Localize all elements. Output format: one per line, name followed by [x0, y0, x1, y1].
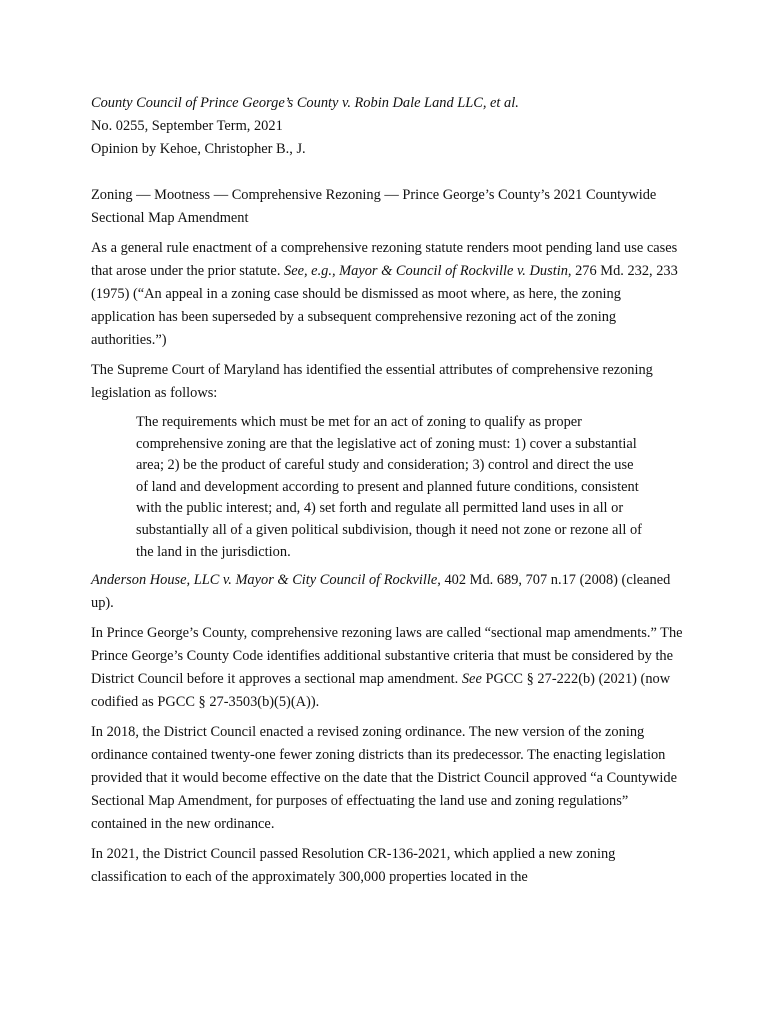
headnote-topic: Zoning — Mootness — Comprehensive Rezoning — Prince George’s County’s 2021 Countywide Sectional Map Amendment: [91, 187, 657, 226]
paragraph-sectional-map: [91, 622, 683, 714]
case-number: No. 0255, September Term, 2021: [91, 118, 283, 134]
citation-text: , 276 Md. 232, 233 (1975) (“An appeal in a zoning case should be dismissed as moot where, as here, the zoning application has been superseded by a subsequent comprehensive rezoning act of the zoning authorities.”): [91, 263, 678, 348]
case-name: Anderson House, LLC v. Mayor & City Council of Rockville: [91, 572, 438, 589]
paragraph-anderson-citation: [91, 569, 683, 615]
block-quote: The requirements which must be met for an act of zoning to qualify as proper comprehensive zoning are that the legislative act of zoning must: 1) cover a substantial area; 2) be the product of careful study and consideration; 3) control and direct the use of land and development according to present and planned future conditions, consistent with the public interest; and, 4) set forth and regulate all permitted land uses in all or substantially all of a given political subdivision, though it need not zone or rezone all of the land in the jurisdiction.: [136, 414, 642, 560]
page-content: [91, 92, 683, 896]
opinion-author: Opinion by Kehoe, Christopher B., J.: [91, 141, 306, 157]
citation-text: , 402 Md. 689, 707 n.17 (2008) (cleaned up).: [91, 572, 671, 612]
paragraph-2018-ordinance: In 2018, the District Council enacted a revised zoning ordinance. The new version of the zoning ordinance contained twenty-one fewer zoning districts than its predecessor. The enacting legislation provided that it would become effective on the date that the District Council approved “a Countywide Sectional Map Amendment, for purposes of effectuating the land use and zoning regulations” contained in the new ordinance.: [91, 724, 677, 833]
case-title: County Council of Prince George’s County v. Robin Dale Land LLC, et al.: [91, 95, 519, 111]
paragraph-supreme-court: The Supreme Court of Maryland has identified the essential attributes of comprehensive rezoning legislation as follows:: [91, 362, 653, 401]
spacer: [91, 161, 683, 184]
citation-signal: See, e.g., Mayor & Council of Rockville v. Dustin: [284, 263, 568, 279]
paragraph-text: In Prince George’s County, comprehensive rezoning laws are called “sectional map amendments.” The Prince George’s County Code identifies additional substantive criteria that must be considered by the District Council before it approves a sectional map amendment.: [91, 625, 683, 688]
paragraph-mootness-rule: [91, 237, 683, 352]
citation-text: PGCC § 27-222(b) (2021) (now codified as PGCC § 27-3503(b)(5)(A)).: [91, 671, 671, 711]
citation-signal: See: [461, 671, 482, 688]
paragraph-2021-resolution: In 2021, the District Council passed Resolution CR-136-2021, which applied a new zoning classification to each of the approximately 300,000 properties located in the: [91, 846, 616, 886]
paragraph-text: As a general rule enactment of a comprehensive rezoning statute renders moot pending land use cases that arose under the prior statute.: [91, 240, 678, 279]
